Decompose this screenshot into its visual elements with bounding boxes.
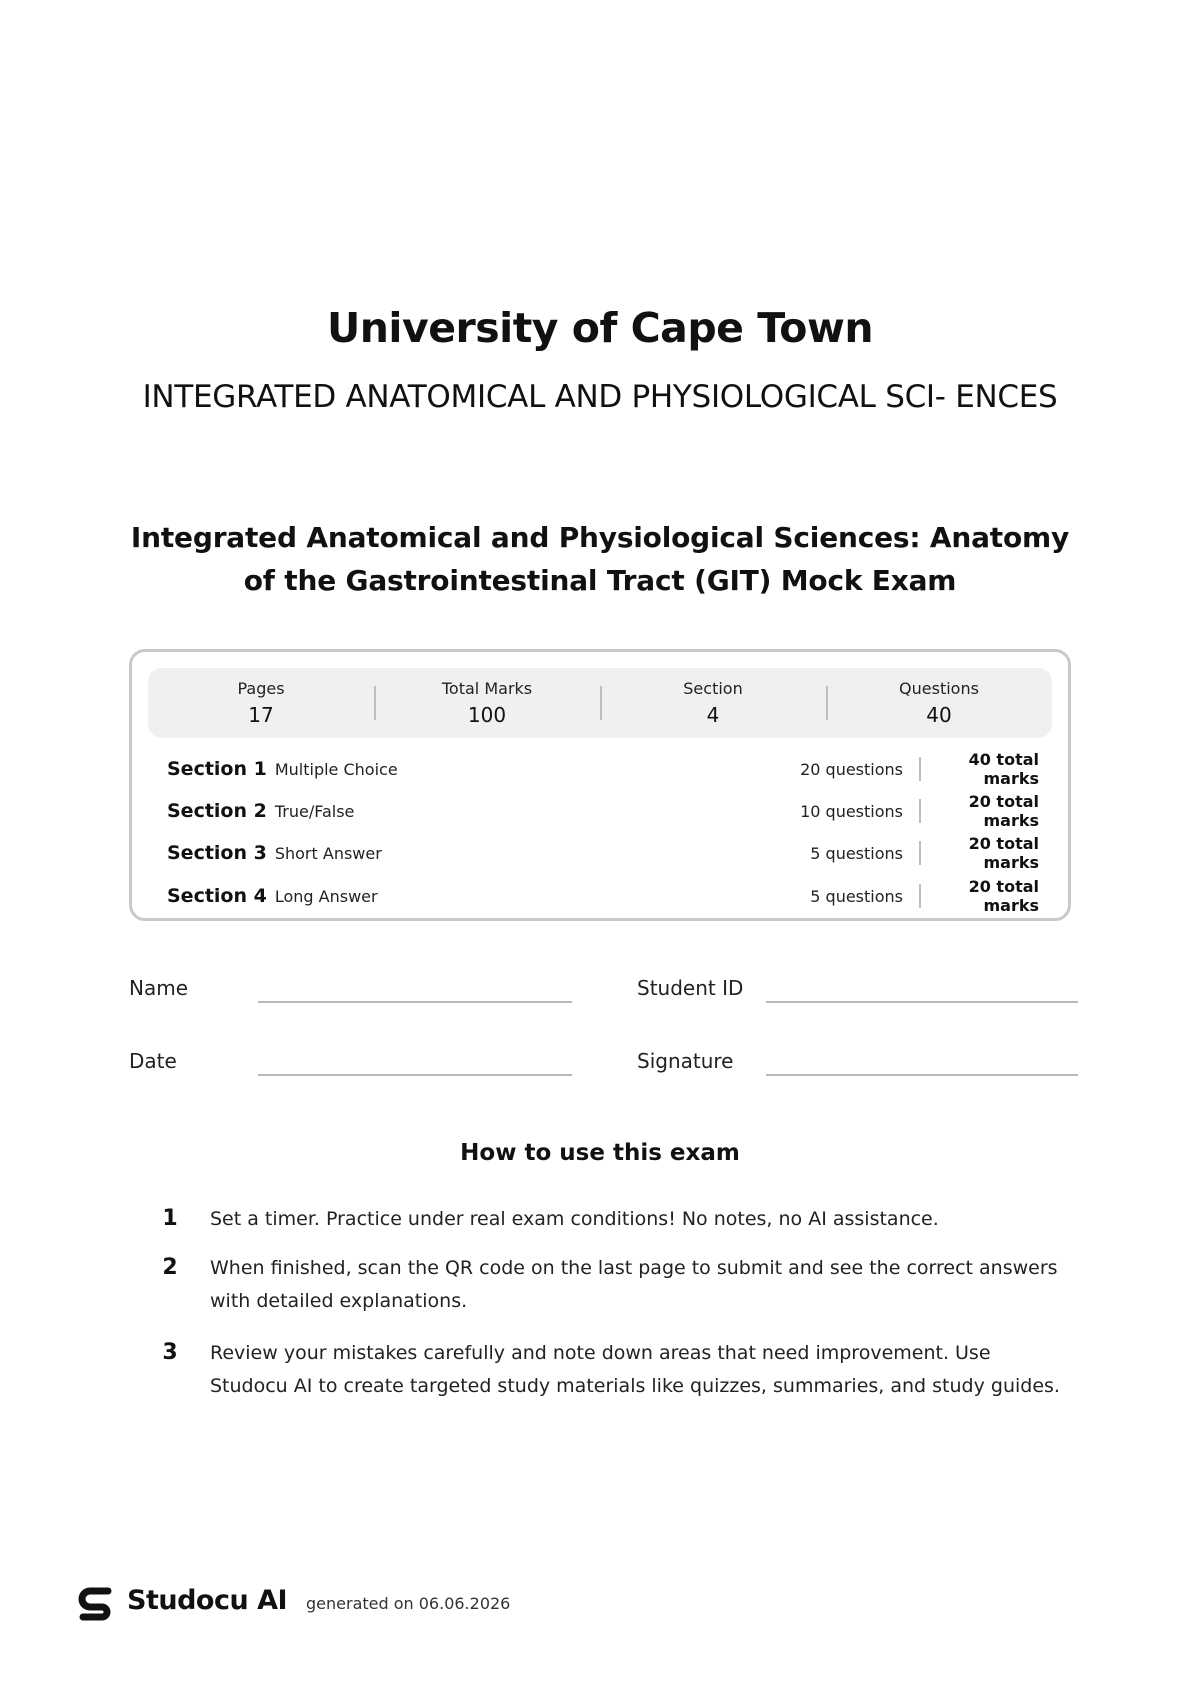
step-text: When finished, scan the QR code on the last page to submit and see the correct answers with detailed explanations.: [210, 1257, 1058, 1312]
stat-section: [600, 668, 826, 738]
section-marks: 20 total marks: [968, 877, 1039, 915]
section-type: Multiple Choice: [274, 759, 398, 779]
exam-title: Integrated Anatomical and Physiological Sciences: Anatomy of the Gastrointestinal Tract (GIT) Mock Exam: [130, 521, 1070, 597]
student-id-input-line[interactable]: [766, 1001, 1078, 1003]
stat-label: Total Marks: [441, 679, 533, 698]
stat-value: 40: [926, 703, 952, 727]
date-label: Date: [129, 1049, 177, 1073]
section-row-3: [167, 834, 1039, 872]
stat-questions: [826, 668, 1052, 738]
section-name: Section 4: [167, 885, 267, 907]
studocu-brand: Studocu AI: [127, 1585, 288, 1616]
stat-value: 17: [248, 703, 274, 727]
date-input-line[interactable]: [258, 1074, 572, 1076]
section-name: Section 3: [167, 842, 267, 864]
section-type: True/False: [274, 801, 355, 821]
section-type: Long Answer: [274, 886, 378, 906]
stat-total-marks: [374, 668, 600, 738]
department-name: INTEGRATED ANATOMICAL AND PHYSIOLOGICAL SCI- ENCES: [142, 379, 1058, 415]
name-input-line[interactable]: [258, 1001, 572, 1003]
student-id-label: Student ID: [637, 976, 744, 1000]
step-number: 2: [162, 1255, 178, 1280]
generated-date: generated on 06.06.2026: [306, 1594, 511, 1613]
stat-pages: [148, 668, 374, 738]
name-label: Name: [129, 976, 189, 1000]
section-question-count: 20 questions: [800, 759, 903, 779]
section-row-2: [167, 792, 1039, 830]
stat-label: Pages: [237, 679, 285, 698]
signature-label: Signature: [637, 1049, 734, 1073]
step-text: Review your mistakes carefully and note down areas that need improvement. Use Studocu AI to create targeted study materials like quizzes, summaries, and study guides.: [210, 1342, 1060, 1397]
section-marks: 40 total marks: [968, 750, 1039, 788]
step-text: Set a timer. Practice under real exam conditions! No notes, no AI assistance.: [210, 1208, 939, 1230]
stat-label: Section: [683, 679, 743, 698]
exam-stats-bar: [148, 668, 1052, 738]
studocu-logo-icon: [77, 1585, 115, 1623]
university-name: University of Cape Town: [326, 304, 874, 352]
section-name: Section 2: [167, 800, 267, 822]
section-name: Section 1: [167, 758, 267, 780]
section-type: Short Answer: [274, 843, 382, 863]
stat-value: 100: [467, 703, 507, 727]
section-row-1: [167, 750, 1039, 788]
section-question-count: 5 questions: [810, 843, 903, 863]
section-row-4: [167, 877, 1039, 915]
section-marks: 20 total marks: [968, 792, 1039, 830]
exam-info-box: [129, 649, 1071, 921]
signature-input-line[interactable]: [766, 1074, 1078, 1076]
step-number: 3: [162, 1340, 178, 1365]
stat-label: Questions: [899, 679, 979, 698]
section-question-count: 10 questions: [800, 801, 903, 821]
stat-value: 4: [706, 703, 720, 727]
section-marks: 20 total marks: [968, 834, 1039, 872]
step-number: 1: [162, 1206, 178, 1231]
section-question-count: 5 questions: [810, 886, 903, 906]
howto-title: How to use this exam: [460, 1140, 740, 1166]
